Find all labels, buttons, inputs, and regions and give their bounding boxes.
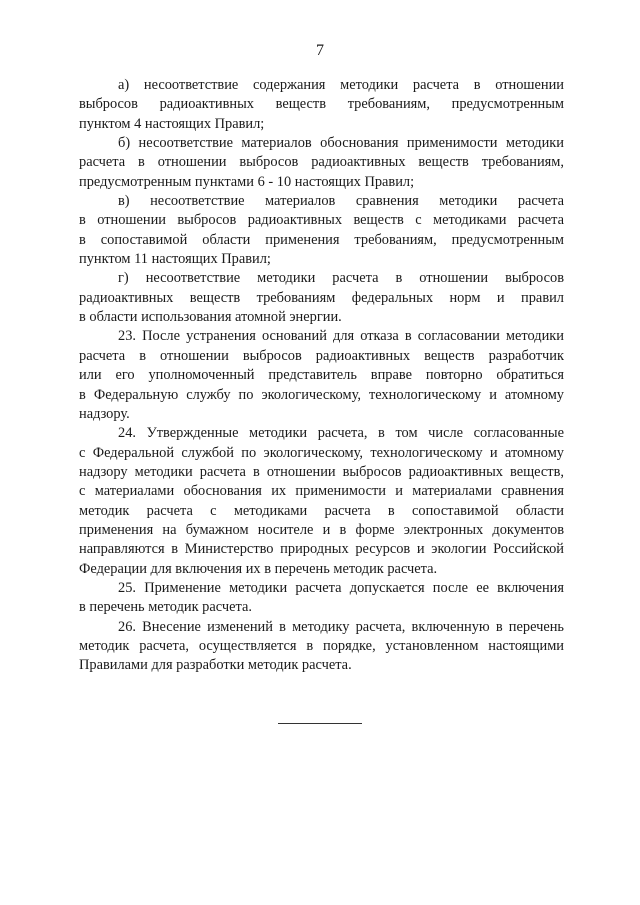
text-line: а) несоответствие содержания методики расчета в отношении — [118, 77, 564, 93]
text-line: расчета в отношении выбросов радиоактивных веществ разработчик — [79, 347, 564, 364]
text-line: выбросов радиоактивных веществ требованиям, предусмотренным — [79, 96, 564, 113]
text-line: в области использования атомной энергии. — [79, 309, 342, 326]
text-line: Правилами для разработки методик расчета. — [79, 657, 352, 674]
text-line: б) несоответствие материалов обоснования применимости методики — [118, 135, 564, 152]
text-line: радиоактивных веществ требованиям федеральных норм и правил — [79, 289, 564, 306]
text-line: предусмотренным пунктами 6 - 10 настоящих Правил; — [79, 173, 415, 190]
text-line: пунктом 4 настоящих Правил; — [79, 115, 265, 132]
text-line: с Федеральной службой по экологическому, технологическому и атомному — [79, 444, 564, 461]
text-line: пунктом 11 настоящих Правил; — [79, 251, 271, 268]
text-line: в перечень методик расчета. — [79, 599, 252, 616]
text-line: надзору. — [79, 405, 130, 422]
text-line: в отношении выбросов радиоактивных веществ с методиками расчета — [79, 212, 564, 229]
text-line: в сопоставимой области применения требованиям, предусмотренным — [79, 231, 564, 248]
text-line: в) несоответствие материалов сравнения методики расчета — [118, 193, 564, 210]
text-line: методик расчета, осуществляется в порядке, установленном настоящими — [79, 637, 564, 654]
paragraph-clause-24 — [79, 424, 564, 579]
paragraph-clause-25 — [79, 579, 564, 618]
paragraph-clause-23 — [79, 327, 564, 424]
text-line: Федерации для включения их в перечень методик расчета. — [79, 560, 438, 577]
paragraph-item-b — [79, 134, 564, 192]
text-line: применения на бумажном носителе и в форме электронных документов — [79, 521, 564, 538]
text-line: 24. Утвержденные методики расчета, в том числе согласованные — [118, 425, 564, 442]
text-line: с материалами обоснования их применимости и материалами сравнения — [79, 483, 564, 500]
paragraph-item-v — [79, 192, 564, 269]
paragraph-item-a — [79, 76, 564, 134]
end-of-document-rule — [278, 723, 362, 724]
text-line: направляются в Министерство природных ресурсов и экологии Российской — [79, 541, 564, 558]
paragraph-item-g — [79, 269, 564, 327]
page-number: 7 — [316, 42, 324, 59]
text-line: 23. После устранения оснований для отказа в согласовании методики — [118, 328, 564, 345]
text-line: методик расчета с методиками расчета в сопоставимой области — [79, 502, 564, 519]
text-line: или его уполномоченный представитель вправе повторно обратиться — [79, 367, 564, 384]
text-line: надзору методики расчета в отношении выбросов радиоактивных веществ, — [79, 463, 564, 480]
text-line: в Федеральную службу по экологическому, технологическому и атомному — [79, 386, 564, 403]
text-line: г) несоответствие методики расчета в отношении выбросов — [118, 270, 564, 287]
text-line: 25. Применение методики расчета допускается после ее включения — [118, 579, 564, 596]
document-body — [79, 76, 564, 676]
text-line: расчета в отношении выбросов радиоактивных веществ требованиям, — [79, 154, 564, 171]
paragraph-clause-26 — [79, 618, 564, 676]
text-line: 26. Внесение изменений в методику расчета, включенную в перечень — [118, 618, 564, 635]
